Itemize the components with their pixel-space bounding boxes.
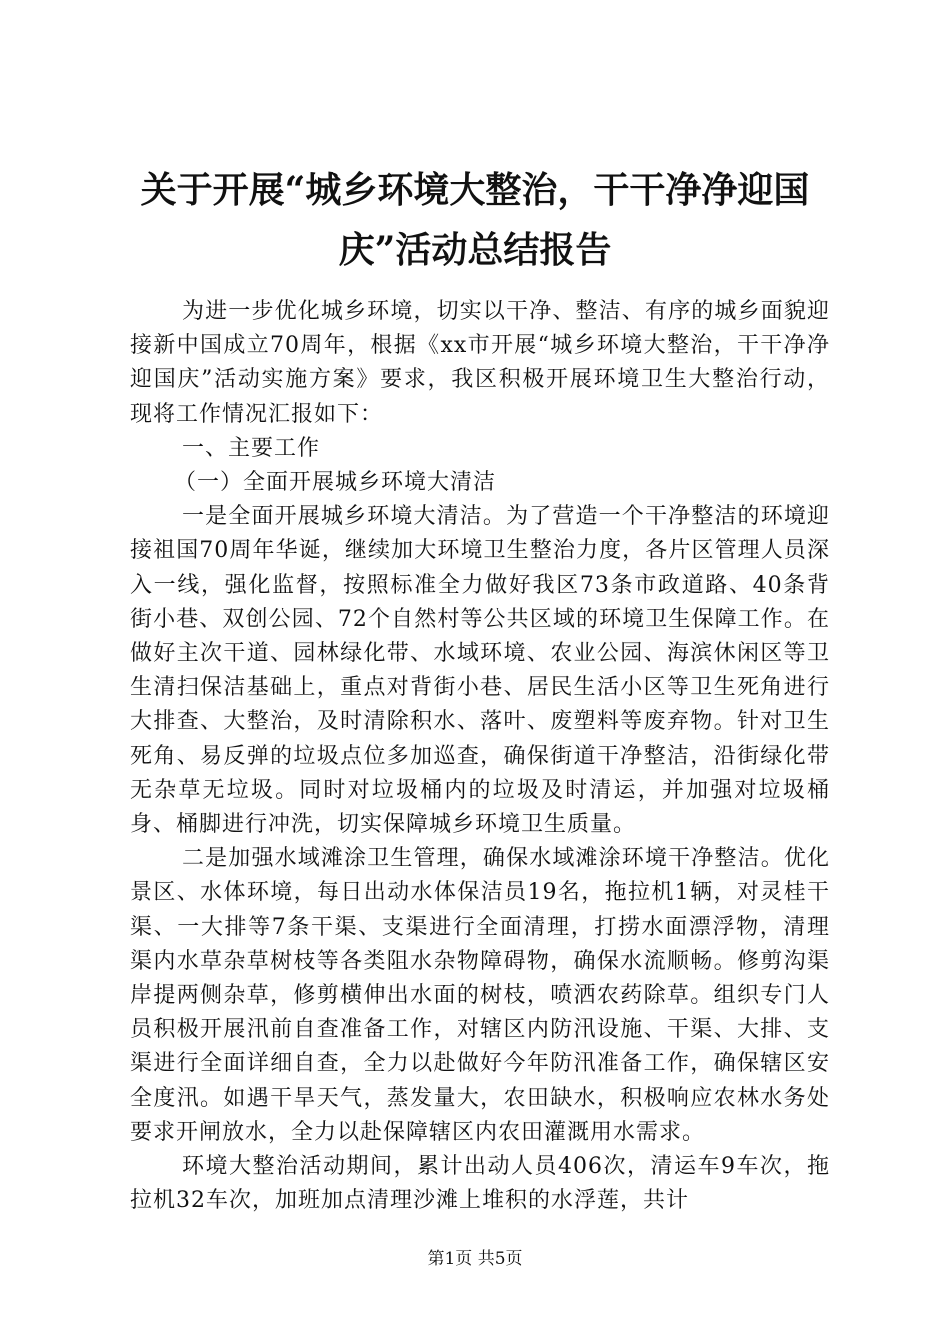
subsection-heading-cleaning: （一）全面开展城乡环境大清洁 (174, 470, 497, 496)
document-title-line-1: 关于开展“城乡环境大整治，干干净净迎国 (140, 169, 810, 211)
document-title-line-2: 庆”活动总结报告 (338, 229, 612, 271)
document-body (130, 295, 830, 1218)
paragraph-cleaning: 一是全面开展城乡环境大清洁。为了营造一个干净整洁的环境迎接祖国70周年华诞，继续加大环境卫生整治力度，各片区管理人员深入一线，强化监督，按照标准全力做好我区73条市政道路、40条背街小巷、双创公园、72个自然村等公共区域的环境卫生保障工作。在做好主次干道、园林绿化带、水域环境、农业公园、海滨休闲区等卫生清扫保洁基础上，重点对背街小巷、居民生活小区等卫生死角进行大排查、大整治，及时清除积水、落叶、废塑料等废弃物。针对卫生死角、易反弹的垃圾点位多加巡查，确保街道干净整洁，沿街绿化带无杂草无垃圾。同时对垃圾桶内的垃圾及时清运，并加强对垃圾桶身、桶脚进行冲洗，切实保障城乡环境卫生质量。 (130, 504, 830, 838)
page-footer: 第1页 共5页 (427, 1249, 523, 1269)
paragraph-water-management: 二是加强水域滩涂卫生管理，确保水域滩涂环境干净整洁。优化景区、水体环境，每日出动水体保洁员19名，拖拉机1辆，对灵桂干渠、一大排等7条干渠、支渠进行全面清理，打捞水面漂浮物，清理渠内水草杂草树枝等各类阻水杂物障碍物，确保水流顺畅。修剪沟渠岸提两侧杂草，修剪横伸出水面的树枝，喷洒农药除草。组织专门人员积极开展汛前自查准备工作，对辖区内防汛设施、干渠、大排、支渠进行全面详细自查，全力以赴做好今年防汛准备工作，确保辖区安全度汛。如遇干旱天气，蒸发量大，农田缺水，积极响应农林水务处要求开闸放水，全力以赴保障辖区内农田灌溉用水需求。 (130, 846, 830, 1145)
intro-paragraph: 为进一步优化城乡环境，切实以干净、整洁、有序的城乡面貌迎接新中国成立70周年，根据《xx市开展“城乡环境大整治，干干净净迎国庆”活动实施方案》要求，我区积极开展环境卫生大整治行动，现将工作情况汇报如下： (130, 299, 830, 427)
paragraph-statistics: 环境大整治活动期间，累计出动人员406次，清运车9车次，拖拉机32车次，加班加点清理沙滩上堆积的水浮莲，共计 (130, 1154, 830, 1214)
section-heading-main-work: 一、主要工作 (182, 435, 321, 461)
